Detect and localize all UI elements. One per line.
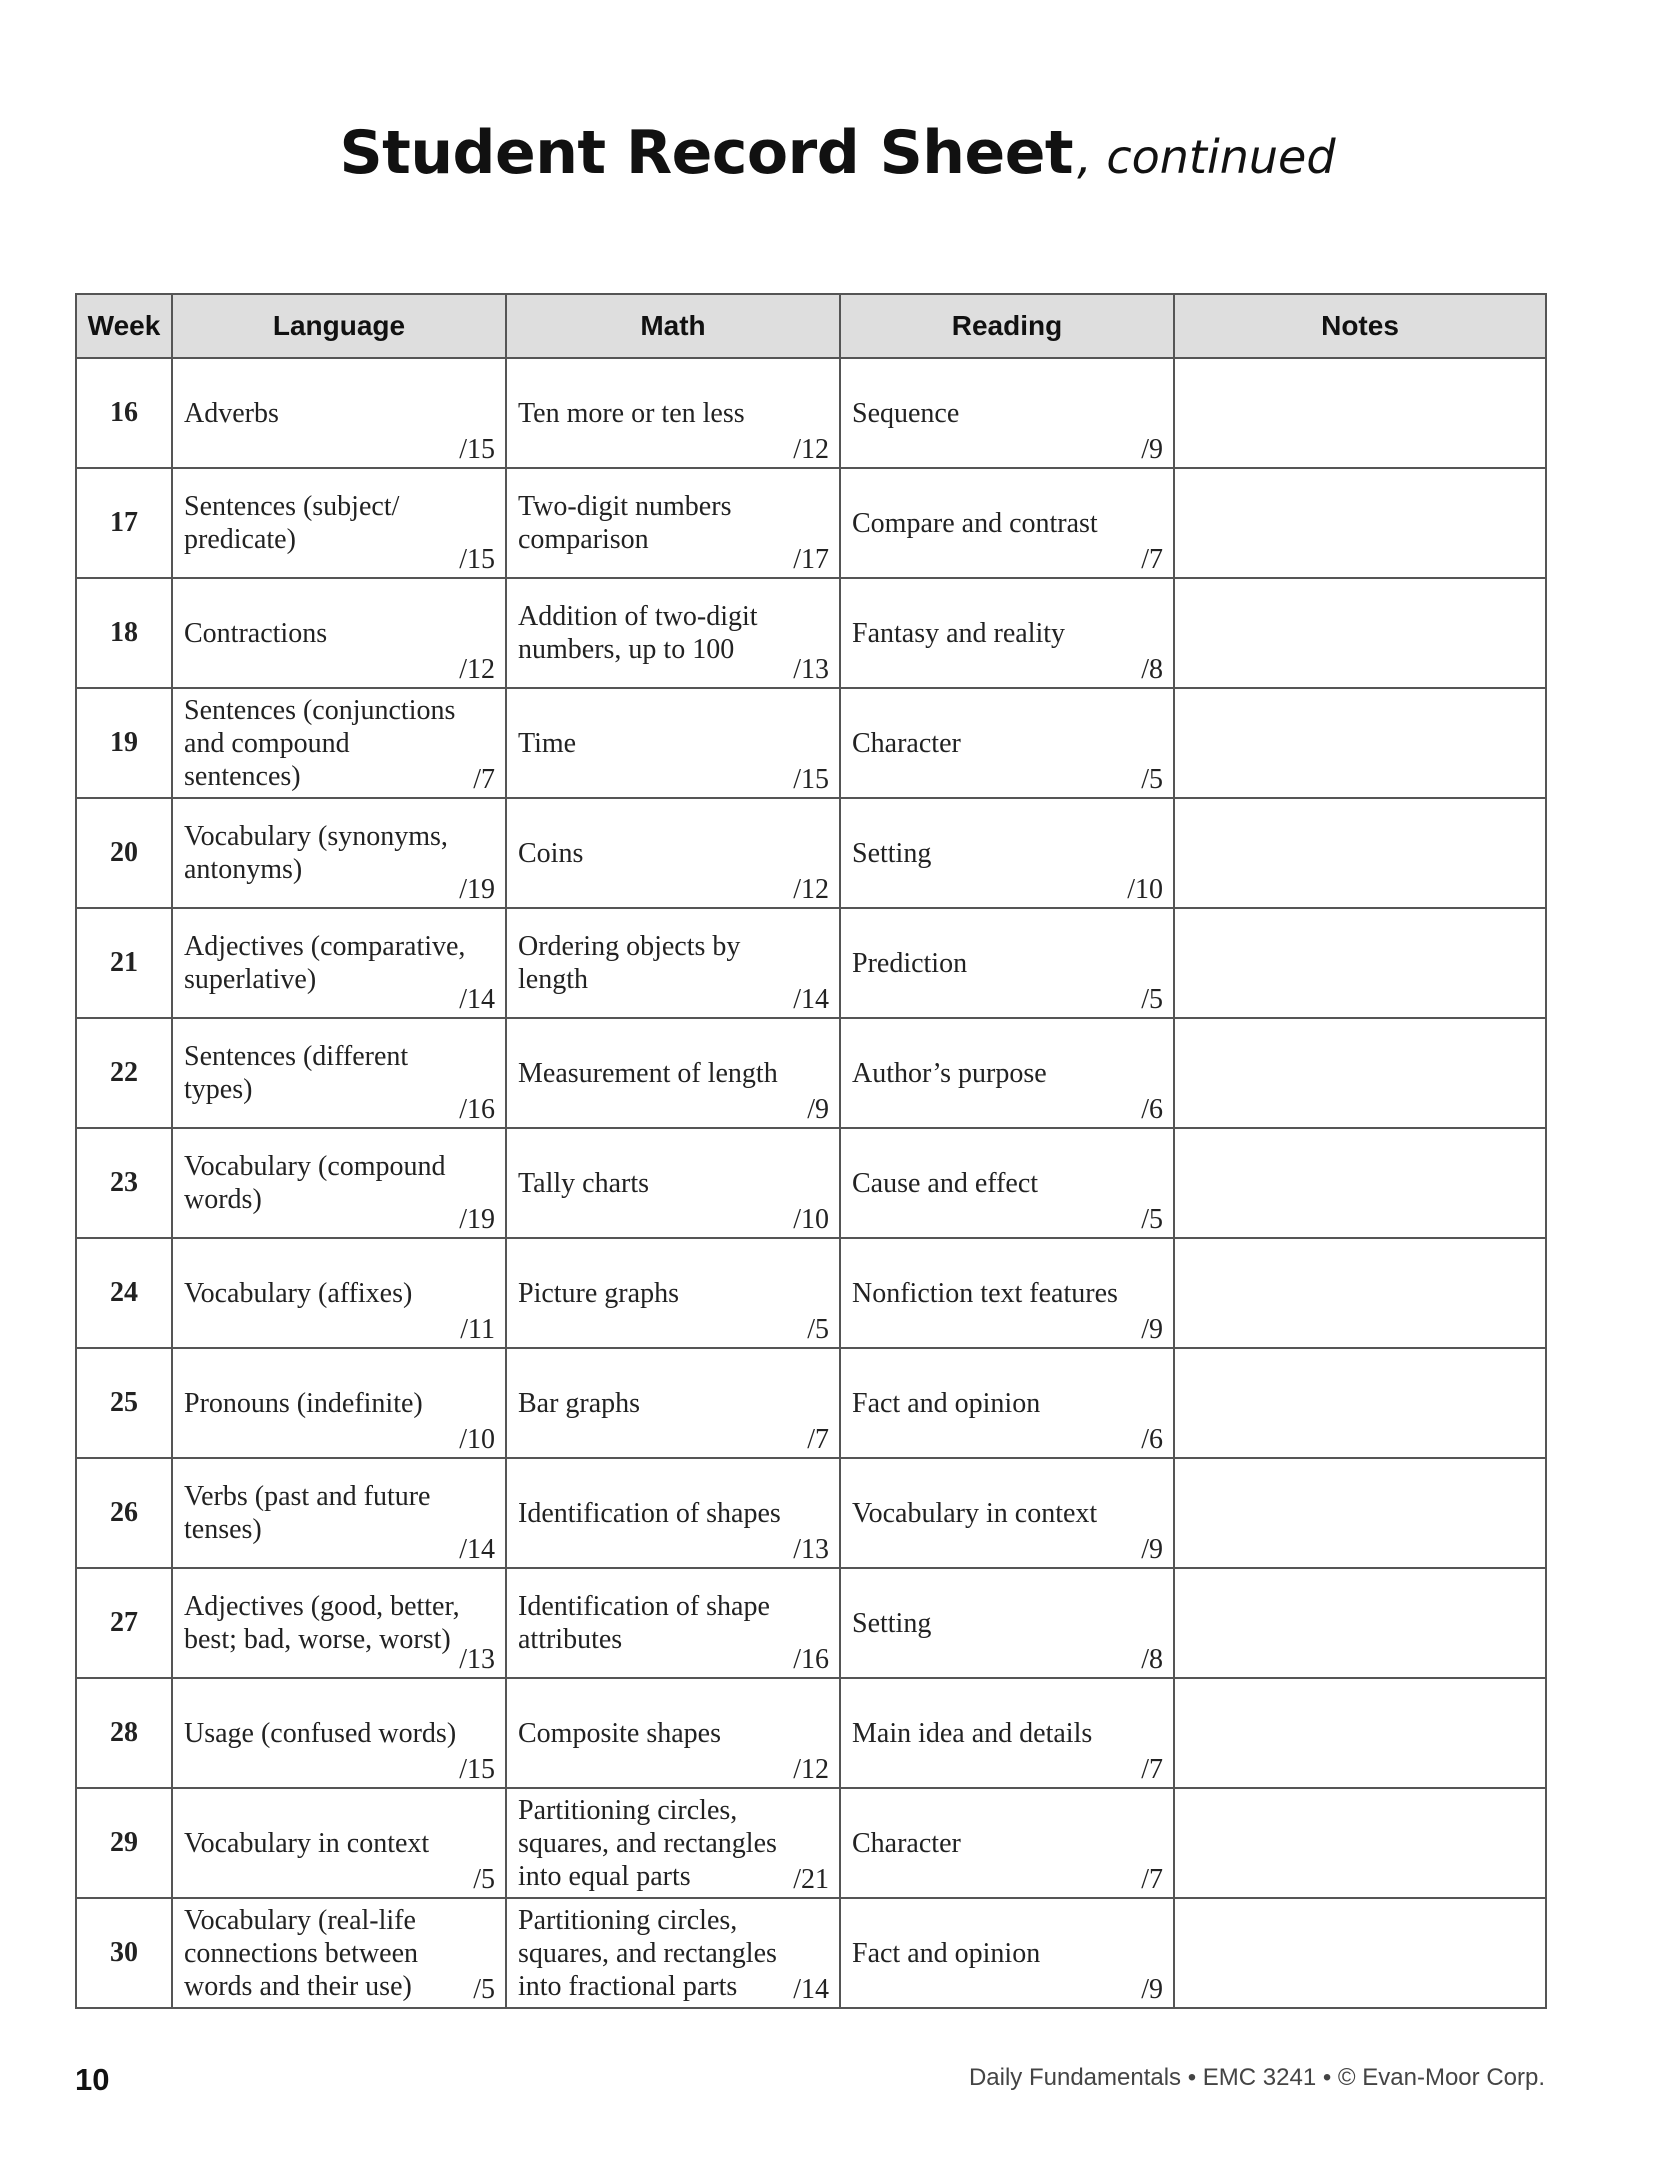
language-topic: Sentences (different types) bbox=[184, 1041, 409, 1105]
reading-cell bbox=[840, 688, 1174, 798]
math-topic: Identification of shapes bbox=[518, 1497, 781, 1529]
reading-topic: Vocabulary in context bbox=[852, 1497, 1098, 1529]
math-topic: Picture graphs bbox=[518, 1277, 679, 1309]
math-score: /13 bbox=[793, 1534, 829, 1565]
week-number: 20 bbox=[76, 798, 172, 908]
notes-cell[interactable] bbox=[1174, 1788, 1546, 1898]
reading-cell bbox=[840, 908, 1174, 1018]
reading-topic: Setting bbox=[852, 837, 932, 869]
language-cell bbox=[172, 358, 506, 468]
reading-score: /6 bbox=[1141, 1094, 1163, 1125]
reading-score: /7 bbox=[1141, 1864, 1163, 1895]
math-cell bbox=[506, 358, 840, 468]
week-number: 18 bbox=[76, 578, 172, 688]
language-score: /12 bbox=[459, 654, 495, 685]
math-cell bbox=[506, 468, 840, 578]
table-row bbox=[76, 1128, 1546, 1238]
reading-cell bbox=[840, 1128, 1174, 1238]
language-topic: Vocabulary in context bbox=[184, 1827, 430, 1859]
week-number: 25 bbox=[76, 1348, 172, 1458]
reading-cell bbox=[840, 1458, 1174, 1568]
week-number: 23 bbox=[76, 1128, 172, 1238]
reading-cell bbox=[840, 1788, 1174, 1898]
language-cell bbox=[172, 688, 506, 798]
language-topic: Adjectives (good, better, best; bad, worse, worst) bbox=[184, 1591, 460, 1655]
header-reading: Reading bbox=[840, 294, 1174, 358]
reading-score: /10 bbox=[1127, 874, 1163, 905]
language-topic: Contractions bbox=[184, 617, 328, 649]
language-cell bbox=[172, 1788, 506, 1898]
math-cell bbox=[506, 1018, 840, 1128]
header-week: Week bbox=[76, 294, 172, 358]
reading-score: /9 bbox=[1141, 1534, 1163, 1565]
math-topic: Time bbox=[518, 727, 577, 759]
table-row bbox=[76, 1238, 1546, 1348]
reading-cell bbox=[840, 468, 1174, 578]
math-topic: Coins bbox=[518, 837, 584, 869]
table-row bbox=[76, 1018, 1546, 1128]
notes-cell[interactable] bbox=[1174, 578, 1546, 688]
reading-score: /8 bbox=[1141, 654, 1163, 685]
reading-score: /9 bbox=[1141, 434, 1163, 465]
math-cell bbox=[506, 1898, 840, 2008]
reading-score: /7 bbox=[1141, 1754, 1163, 1785]
language-cell bbox=[172, 468, 506, 578]
math-topic: Addition of two-digit numbers, up to 100 bbox=[518, 601, 758, 665]
math-score: /9 bbox=[807, 1094, 829, 1125]
math-cell bbox=[506, 1788, 840, 1898]
reading-topic: Setting bbox=[852, 1607, 932, 1639]
notes-cell[interactable] bbox=[1174, 358, 1546, 468]
language-topic: Verbs (past and future tenses) bbox=[184, 1481, 431, 1545]
header-language: Language bbox=[172, 294, 506, 358]
notes-cell[interactable] bbox=[1174, 1348, 1546, 1458]
reading-score: /5 bbox=[1141, 1204, 1163, 1235]
reading-topic: Fact and opinion bbox=[852, 1387, 1041, 1419]
language-topic: Pronouns (indefinite) bbox=[184, 1387, 423, 1419]
math-topic: Composite shapes bbox=[518, 1717, 721, 1749]
table-row bbox=[76, 1898, 1546, 2008]
notes-cell[interactable] bbox=[1174, 798, 1546, 908]
math-score: /5 bbox=[807, 1314, 829, 1345]
week-number: 27 bbox=[76, 1568, 172, 1678]
math-topic: Identification of shape attributes bbox=[518, 1591, 770, 1655]
table-row bbox=[76, 1348, 1546, 1458]
language-cell bbox=[172, 1678, 506, 1788]
language-cell bbox=[172, 578, 506, 688]
reading-score: /7 bbox=[1141, 544, 1163, 575]
reading-topic: Cause and effect bbox=[852, 1167, 1039, 1199]
header-math: Math bbox=[506, 294, 840, 358]
title-main: Student Record Sheet bbox=[339, 118, 1074, 188]
language-cell bbox=[172, 1018, 506, 1128]
math-score: /12 bbox=[793, 874, 829, 905]
week-number: 22 bbox=[76, 1018, 172, 1128]
reading-score: /9 bbox=[1141, 1314, 1163, 1345]
math-cell bbox=[506, 1128, 840, 1238]
table-row bbox=[76, 1568, 1546, 1678]
reading-score: /5 bbox=[1141, 984, 1163, 1015]
language-cell bbox=[172, 1458, 506, 1568]
reading-score: /8 bbox=[1141, 1644, 1163, 1675]
page-title bbox=[0, 118, 1675, 188]
math-cell bbox=[506, 1678, 840, 1788]
notes-cell[interactable] bbox=[1174, 688, 1546, 798]
language-score: /11 bbox=[460, 1314, 495, 1345]
reading-score: /6 bbox=[1141, 1424, 1163, 1455]
math-cell bbox=[506, 908, 840, 1018]
table-row bbox=[76, 798, 1546, 908]
math-topic: Partitioning circles, squares, and rectangles into equal parts bbox=[518, 1794, 777, 1892]
reading-topic: Character bbox=[852, 727, 961, 759]
math-topic: Ten more or ten less bbox=[518, 397, 745, 429]
math-score: /14 bbox=[793, 984, 829, 1015]
math-topic: Partitioning circles, squares, and rectangles into fractional parts bbox=[518, 1904, 777, 2002]
reading-score: /5 bbox=[1141, 764, 1163, 795]
language-cell bbox=[172, 1128, 506, 1238]
math-score: /17 bbox=[793, 544, 829, 575]
reading-cell bbox=[840, 1238, 1174, 1348]
math-score: /13 bbox=[793, 654, 829, 685]
language-cell bbox=[172, 798, 506, 908]
table-row bbox=[76, 358, 1546, 468]
language-score: /16 bbox=[459, 1094, 495, 1125]
record-table bbox=[75, 293, 1547, 2009]
math-topic: Bar graphs bbox=[518, 1387, 641, 1419]
math-score: /12 bbox=[793, 1754, 829, 1785]
page-number: 10 bbox=[75, 2062, 110, 2097]
language-score: /13 bbox=[459, 1644, 495, 1675]
math-cell bbox=[506, 578, 840, 688]
reading-cell bbox=[840, 358, 1174, 468]
language-score: /14 bbox=[459, 1534, 495, 1565]
language-score: /14 bbox=[459, 984, 495, 1015]
notes-cell[interactable] bbox=[1174, 1238, 1546, 1348]
math-topic: Measurement of length bbox=[518, 1057, 778, 1089]
week-number: 21 bbox=[76, 908, 172, 1018]
reading-cell bbox=[840, 798, 1174, 908]
notes-cell[interactable] bbox=[1174, 1018, 1546, 1128]
math-score: /14 bbox=[793, 1974, 829, 2005]
footer-credit: Daily Fundamentals • EMC 3241 • © Evan-Moor Corp. bbox=[968, 2064, 1545, 2091]
math-score: /7 bbox=[807, 1424, 829, 1455]
week-number: 24 bbox=[76, 1238, 172, 1348]
header-row bbox=[76, 294, 1546, 358]
week-number: 30 bbox=[76, 1898, 172, 2008]
language-score: /19 bbox=[459, 874, 495, 905]
language-cell bbox=[172, 1348, 506, 1458]
reading-topic: Character bbox=[852, 1827, 961, 1859]
reading-topic: Nonfiction text features bbox=[852, 1277, 1118, 1309]
reading-topic: Sequence bbox=[852, 397, 960, 429]
reading-cell bbox=[840, 1678, 1174, 1788]
math-cell bbox=[506, 1568, 840, 1678]
reading-cell bbox=[840, 1898, 1174, 2008]
language-cell bbox=[172, 1568, 506, 1678]
language-score: /19 bbox=[459, 1204, 495, 1235]
math-cell bbox=[506, 688, 840, 798]
week-number: 26 bbox=[76, 1458, 172, 1568]
language-topic: Adjectives (comparative, superlative) bbox=[184, 931, 466, 995]
math-cell bbox=[506, 1348, 840, 1458]
notes-cell[interactable] bbox=[1174, 1678, 1546, 1788]
reading-cell bbox=[840, 578, 1174, 688]
math-cell bbox=[506, 798, 840, 908]
language-score: /10 bbox=[459, 1424, 495, 1455]
math-score: /10 bbox=[793, 1204, 829, 1235]
language-cell bbox=[172, 908, 506, 1018]
notes-cell[interactable] bbox=[1174, 1898, 1546, 2008]
reading-cell bbox=[840, 1348, 1174, 1458]
math-score: /21 bbox=[793, 1864, 829, 1895]
table-row bbox=[76, 908, 1546, 1018]
language-score: /15 bbox=[459, 1754, 495, 1785]
reading-topic: Fantasy and reality bbox=[852, 617, 1066, 649]
notes-cell[interactable] bbox=[1174, 1458, 1546, 1568]
language-score: /5 bbox=[473, 1864, 495, 1895]
language-cell bbox=[172, 1238, 506, 1348]
math-topic: Tally charts bbox=[518, 1167, 649, 1199]
language-topic: Sentences (subject/ predicate) bbox=[184, 491, 400, 555]
reading-score: /9 bbox=[1141, 1974, 1163, 2005]
table-row bbox=[76, 1788, 1546, 1898]
math-score: /15 bbox=[793, 764, 829, 795]
notes-cell[interactable] bbox=[1174, 468, 1546, 578]
language-topic: Vocabulary (compound words) bbox=[184, 1151, 446, 1215]
language-cell bbox=[172, 1898, 506, 2008]
reading-topic: Prediction bbox=[852, 947, 968, 979]
table-row bbox=[76, 468, 1546, 578]
language-score: /5 bbox=[473, 1974, 495, 2005]
reading-cell bbox=[840, 1018, 1174, 1128]
language-score: /15 bbox=[459, 544, 495, 575]
math-cell bbox=[506, 1458, 840, 1568]
table-row bbox=[76, 688, 1546, 798]
language-topic: Vocabulary (real-life connections between words and their use) bbox=[184, 1904, 419, 2002]
table-row bbox=[76, 1678, 1546, 1788]
language-topic: Usage (confused words) bbox=[184, 1717, 457, 1749]
week-number: 17 bbox=[76, 468, 172, 578]
reading-topic: Fact and opinion bbox=[852, 1937, 1041, 1969]
notes-cell[interactable] bbox=[1174, 908, 1546, 1018]
notes-cell[interactable] bbox=[1174, 1568, 1546, 1678]
week-number: 29 bbox=[76, 1788, 172, 1898]
language-topic: Vocabulary (affixes) bbox=[184, 1277, 413, 1309]
title-suffix: , continued bbox=[1077, 130, 1336, 184]
math-cell bbox=[506, 1238, 840, 1348]
language-topic: Sentences (conjunctions and compound sentences) bbox=[184, 694, 456, 792]
reading-cell bbox=[840, 1568, 1174, 1678]
week-number: 16 bbox=[76, 358, 172, 468]
reading-topic: Author’s purpose bbox=[852, 1057, 1047, 1089]
language-topic: Adverbs bbox=[184, 397, 279, 429]
language-topic: Vocabulary (synonyms, antonyms) bbox=[184, 821, 448, 885]
notes-cell[interactable] bbox=[1174, 1128, 1546, 1238]
math-topic: Ordering objects by length bbox=[518, 931, 741, 995]
week-number: 28 bbox=[76, 1678, 172, 1788]
math-score: /16 bbox=[793, 1644, 829, 1675]
header-notes: Notes bbox=[1174, 294, 1546, 358]
table-row bbox=[76, 1458, 1546, 1568]
table-row bbox=[76, 578, 1546, 688]
reading-topic: Main idea and details bbox=[852, 1717, 1093, 1749]
math-score: /12 bbox=[793, 434, 829, 465]
language-score: /7 bbox=[473, 764, 495, 795]
language-score: /15 bbox=[459, 434, 495, 465]
math-topic: Two-digit numbers comparison bbox=[518, 491, 732, 555]
week-number: 19 bbox=[76, 688, 172, 798]
reading-topic: Compare and contrast bbox=[852, 507, 1098, 539]
